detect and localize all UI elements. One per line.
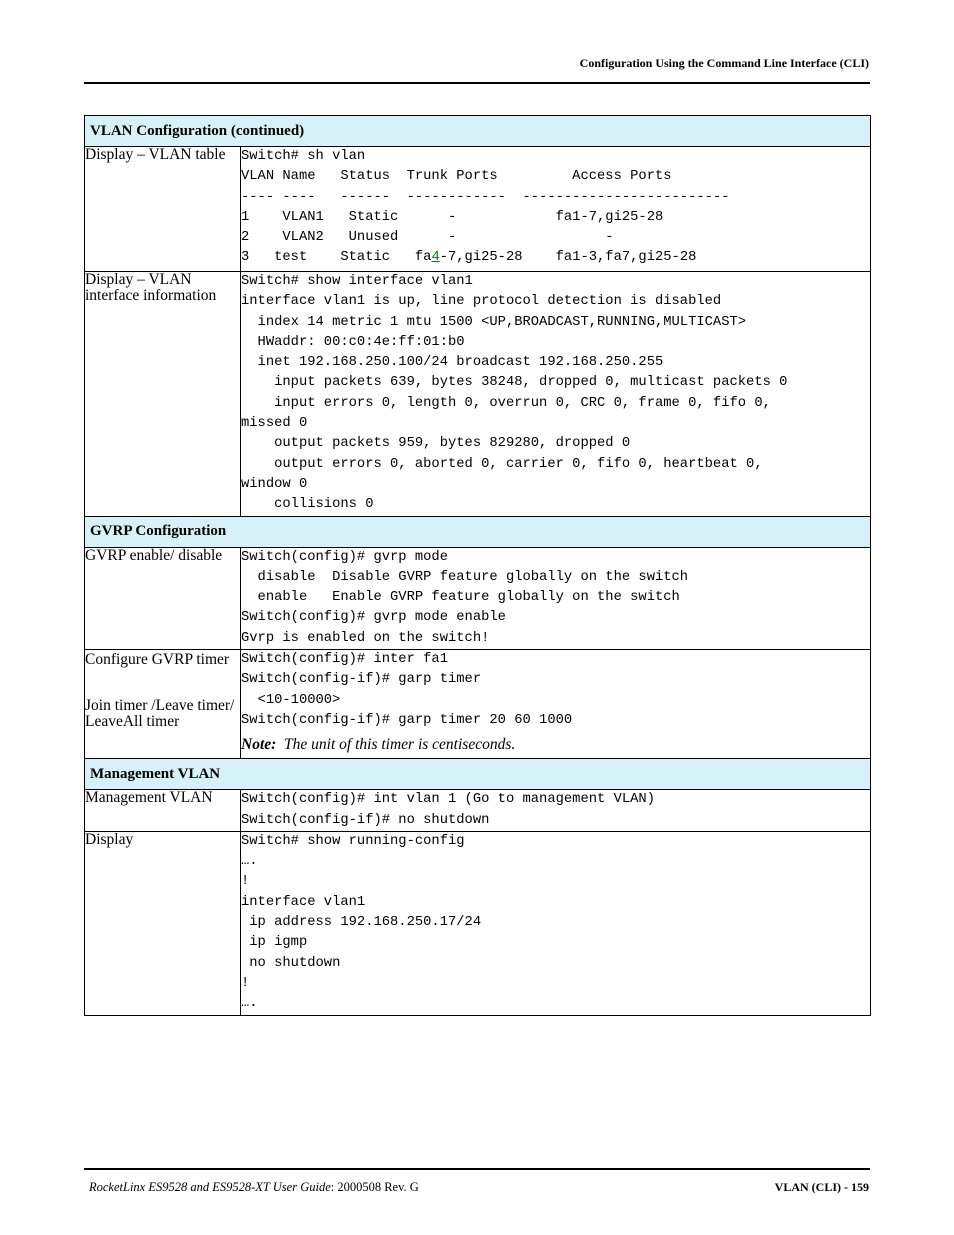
code-cell-gvrp-timer (241, 650, 871, 759)
header-rule (84, 82, 870, 84)
table-row (85, 547, 871, 649)
footer-doc-info (89, 1180, 419, 1195)
row-label-vlan-interface: Display – VLAN interface information (85, 272, 241, 517)
note-text: The unit of this timer is centiseconds. (284, 736, 516, 754)
vlan-config-table (84, 115, 871, 1016)
code-block-gvrp-enable: Switch(config)# gvrp mode disable Disable GVRP feature globally on the switch enable Enable GVRP feature globally on the switch Switch(config)# gvrp mode enable Gvrp is enabled on the switch! (241, 549, 689, 646)
section-title-gvrp: GVRP Configuration (85, 516, 871, 547)
footer-rule (84, 1168, 870, 1170)
section-row-gvrp (85, 516, 871, 547)
code-cell-display (241, 831, 871, 1015)
running-header: Configuration Using the Command Line Interface (CLI) (579, 56, 869, 70)
code-cell-vlan-interface (241, 272, 871, 517)
footer-doc-rev: : 2000508 Rev. G (330, 1180, 419, 1194)
row-label-management-vlan: Management VLAN (85, 790, 241, 832)
table-row (85, 272, 871, 517)
section-title-vlan: VLAN Configuration (continued) (85, 116, 871, 147)
code-block-gvrp-timer: Switch(config)# inter fa1 Switch(config-if)# garp timer <10-10000> Switch(config-if)# garp timer 20 60 1000 (241, 652, 573, 728)
footer-doc-title: RocketLinx ES9528 and ES9528-XT User Guide (89, 1180, 331, 1194)
row-label-gvrp-timer (85, 650, 241, 759)
timer-note (241, 736, 870, 754)
table-row (85, 831, 871, 1015)
table-row (85, 650, 871, 759)
table-row (85, 790, 871, 832)
section-title-management-vlan: Management VLAN (85, 759, 871, 790)
code-block-display: Switch# show running-config …. ! interface vlan1 ip address 192.168.250.17/24 ip igmp no shutdown ! …. (241, 833, 482, 1012)
row-label-display: Display (85, 831, 241, 1015)
section-row-vlan (85, 116, 871, 147)
row-label-vlan-table: Display – VLAN table (85, 147, 241, 272)
label-configure-gvrp-timer: Configure GVRP timer (85, 651, 230, 669)
row-label-gvrp-enable: GVRP enable/ disable (85, 547, 241, 649)
table-row (85, 147, 871, 272)
label-join-leave-timer: Join timer /Leave timer/ LeaveAll timer (85, 697, 235, 731)
note-label: Note: (241, 736, 277, 754)
code-cell-vlan-table (241, 147, 871, 272)
code-block-vlan-interface: Switch# show interface vlan1 interface vlan1 is up, line protocol detection is disabled index 14 metric 1 mtu 1500 <UP,BROADCAST,RUNNING,MULTICAST> HWaddr: 00:c0:4e:ff:01:b0 inet 192.168.250.100/24 broadcast 192.168.250.255 input packets 639, bytes 38248, dropped 0, multicast packets 0 input errors 0, length 0, overrun 0, CRC 0, frame 0, fifo 0, missed 0 output packets 959, bytes 829280, dropped 0 output errors 0, aborted 0, carrier 0, fifo 0, heartbeat 0, window 0 collisions 0 (241, 274, 788, 513)
code-text: Switch# sh vlan VLAN Name Status Trunk Ports Access Ports ---- ---- ------ ------------ ------------------------- 1 VLAN1 Static - fa1-7,gi25-28 2 VLAN2 Unused - - 3 test Static fa (241, 149, 730, 266)
section-row-management-vlan (85, 759, 871, 790)
code-block-vlan-table (241, 147, 870, 269)
code-cell-gvrp-enable (241, 547, 871, 649)
highlighted-port: 4 (431, 250, 440, 266)
code-block-management-vlan: Switch(config)# int vlan 1 (Go to management VLAN) Switch(config-if)# no shutdown (241, 792, 655, 828)
code-cell-management-vlan (241, 790, 871, 832)
code-text: -7,gi25-28 fa1-3,fa7,gi25-28 (439, 250, 697, 266)
footer-page-number: VLAN (CLI) - 159 (774, 1180, 869, 1194)
